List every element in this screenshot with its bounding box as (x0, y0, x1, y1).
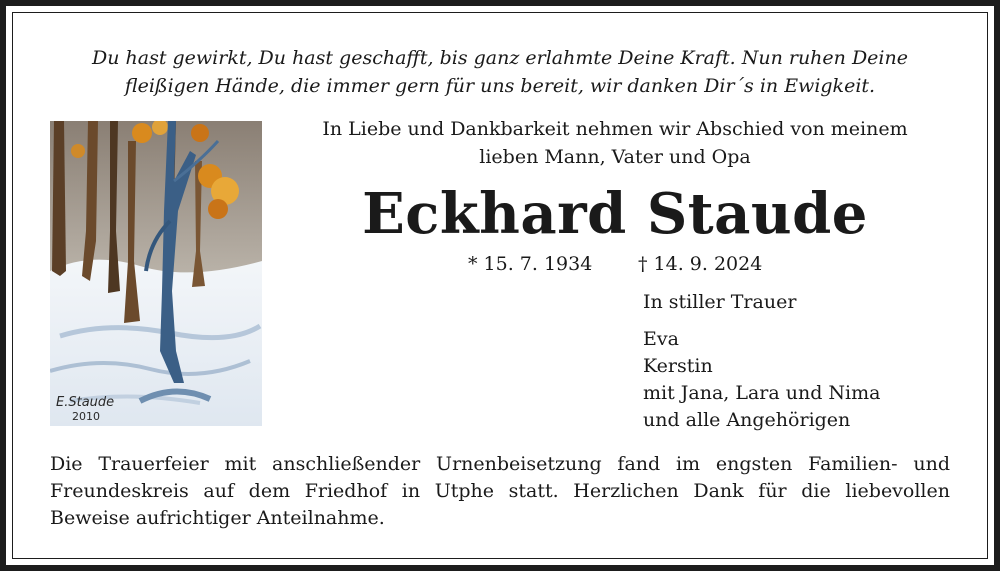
motto-line: Du hast gewirkt, Du hast geschafft, bis ganz erlahmte Deine Kraft. Nun ruhen Deine (92, 47, 908, 69)
intro-line: lieben Mann, Vater und Opa (479, 146, 751, 168)
closing-line: Die Trauerfeier mit anschließender Urnenbeisetzung fand im engsten Familien- und (50, 453, 950, 475)
death-date: † 14. 9. 2024 (638, 253, 763, 275)
funeral-notice-text (50, 451, 950, 532)
intro-line: In Liebe und Dankbarkeit nehmen wir Abschied von meinem (322, 118, 908, 140)
motto-line: fleißigen Hände, die immer gern für uns bereit, wir danken Dir´s in Ewigkeit. (124, 75, 876, 97)
closing-line: Freundeskreis auf dem Friedhof in Utphe statt. Herzlichen Dank für die liebevollen (50, 480, 950, 502)
closing-line: Beweise aufrichtiger Anteilnahme. (50, 507, 385, 529)
farewell-intro (305, 115, 925, 171)
mourner-name: Eva (643, 328, 679, 350)
winter-forest-painting (50, 121, 262, 426)
mourner-name: mit Jana, Lara und Nima (643, 382, 881, 404)
painting-signature-year: 2010 (72, 410, 100, 423)
deceased-name: Eckhard Staude (362, 181, 868, 247)
mourner-name: und alle Angehörigen (643, 409, 851, 431)
motto-verse (40, 44, 960, 100)
mourner-name: Kerstin (643, 355, 713, 377)
birth-date: * 15. 7. 1934 (468, 253, 593, 275)
painting-signature: E.Staude (56, 395, 115, 410)
mourners-heading: In stiller Trauer (643, 291, 797, 313)
mourners-block (643, 289, 880, 434)
